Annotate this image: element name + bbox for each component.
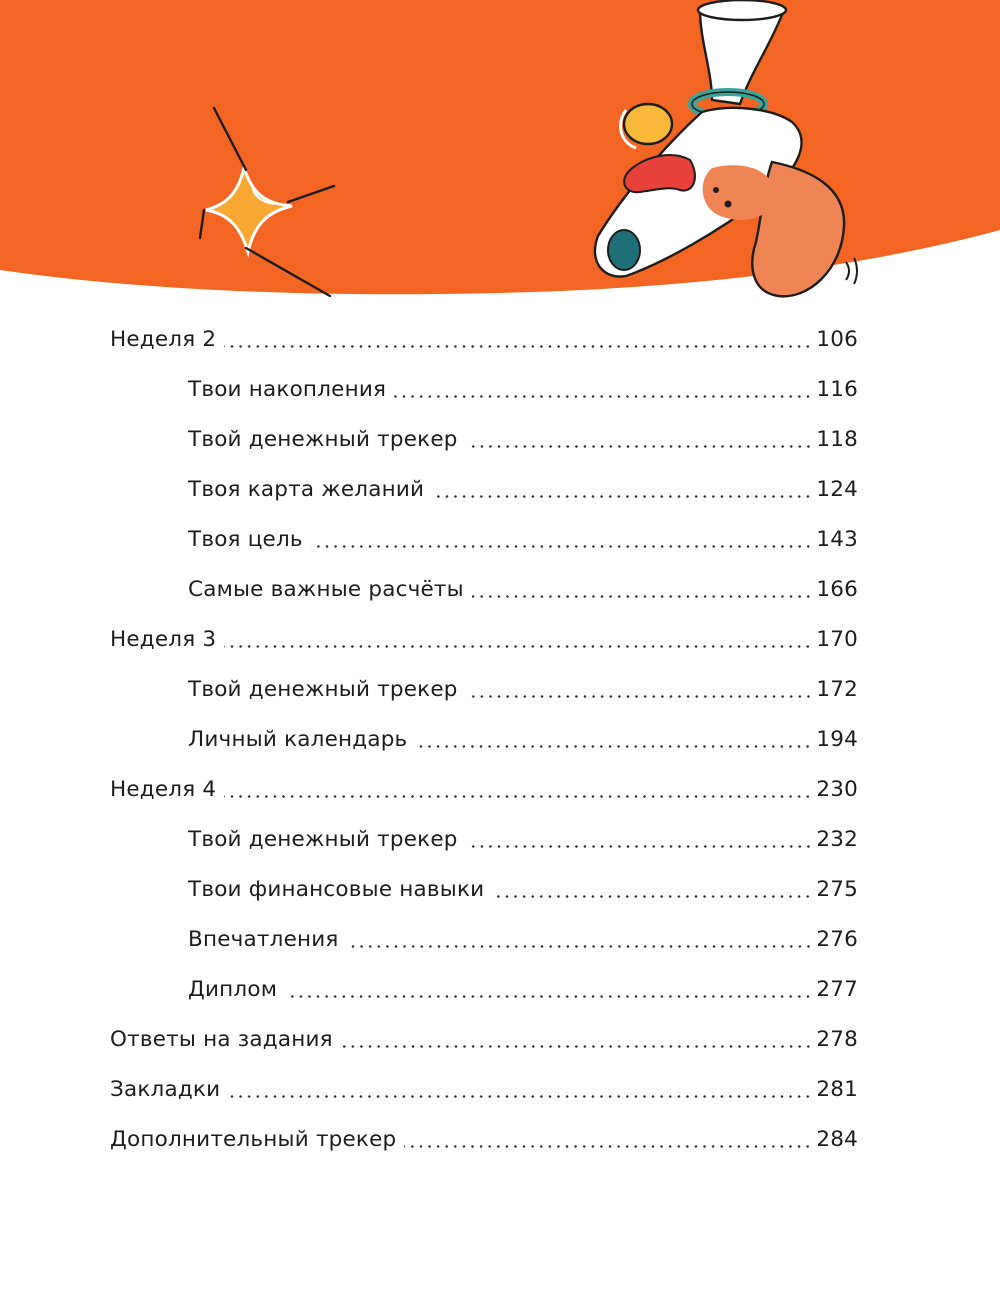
toc-entry-title: Твой денежный трекер: [188, 427, 458, 452]
dot-leader: [224, 345, 812, 348]
dot-leader: [466, 445, 813, 448]
dot-leader: [404, 1145, 812, 1148]
dot-leader: [285, 995, 812, 998]
dot-leader: [311, 545, 813, 548]
toc-entry-page: 172: [816, 677, 858, 702]
toc-entry-title: Неделя 2: [110, 327, 217, 352]
toc-entry-page: 230: [816, 777, 858, 802]
toc-entry-page: 194: [816, 727, 858, 752]
toc-entry-title: Дополнительный трекер: [110, 1127, 397, 1152]
toc-entry[interactable]: [188, 424, 858, 456]
dot-leader: [432, 495, 812, 498]
dot-leader: [341, 1045, 813, 1048]
toc-entry[interactable]: [110, 324, 858, 356]
toc-entry-title: Закладки: [110, 1077, 221, 1102]
toc-entry-page: 116: [816, 377, 858, 402]
toc-entry[interactable]: [188, 574, 858, 606]
toc-entry-page: 276: [816, 927, 858, 952]
toc-entry-page: 284: [816, 1127, 858, 1152]
toc-entry-title: Твоя цель: [188, 527, 303, 552]
toc-entry-title: Твоя карта желаний: [188, 477, 425, 502]
toc-entry-page: 278: [816, 1027, 858, 1052]
toc-entry-page: 281: [816, 1077, 858, 1102]
toc-entry[interactable]: [110, 1074, 858, 1106]
dot-leader: [472, 595, 813, 598]
dot-leader: [228, 1095, 812, 1098]
dot-leader: [466, 695, 813, 698]
toc-entry[interactable]: [188, 874, 858, 906]
toc-entry-page: 170: [816, 627, 858, 652]
toc-entry[interactable]: [110, 774, 858, 806]
toc-entry-title: Твои накопления: [188, 377, 387, 402]
dot-leader: [347, 945, 813, 948]
toc-entry-page: 124: [816, 477, 858, 502]
dot-leader: [492, 895, 812, 898]
toc-entry-page: 275: [816, 877, 858, 902]
toc-entry[interactable]: [188, 674, 858, 706]
toc-entry[interactable]: [110, 1024, 858, 1056]
dot-leader: [466, 845, 813, 848]
toc-entry[interactable]: [110, 1124, 858, 1156]
dot-leader: [224, 645, 812, 648]
toc-entry-title: Самые важные расчёты: [188, 577, 464, 602]
toc-entry[interactable]: [188, 374, 858, 406]
toc-entry-title: Твой денежный трекер: [188, 677, 458, 702]
toc-entry-page: 143: [816, 527, 858, 552]
toc-entry-page: 277: [816, 977, 858, 1002]
dot-leader: [415, 745, 812, 748]
toc-entry[interactable]: [188, 524, 858, 556]
toc-entry[interactable]: [188, 724, 858, 756]
toc-entry-title: Неделя 3: [110, 627, 217, 652]
dot-leader: [394, 395, 812, 398]
toc-entry[interactable]: [110, 624, 858, 656]
toc-entry[interactable]: [188, 824, 858, 856]
toc-entry-title: Ответы на задания: [110, 1027, 333, 1052]
dot-leader: [224, 795, 812, 798]
toc-entry-title: Твои финансовые навыки: [188, 877, 485, 902]
toc-entry[interactable]: [188, 974, 858, 1006]
toc-entry[interactable]: [188, 924, 858, 956]
toc-entry-title: Диплом: [188, 977, 278, 1002]
toc-entry-title: Неделя 4: [110, 777, 217, 802]
toc-entry-title: Твой денежный трекер: [188, 827, 458, 852]
toc-entry-title: Личный календарь: [188, 727, 408, 752]
toc-entry-title: Впечатления: [188, 927, 339, 952]
toc-entry-page: 118: [816, 427, 858, 452]
toc-entry[interactable]: [188, 474, 858, 506]
toc-entry-page: 166: [816, 577, 858, 602]
toc-entry-page: 232: [816, 827, 858, 852]
toc-entry-page: 106: [816, 327, 858, 352]
